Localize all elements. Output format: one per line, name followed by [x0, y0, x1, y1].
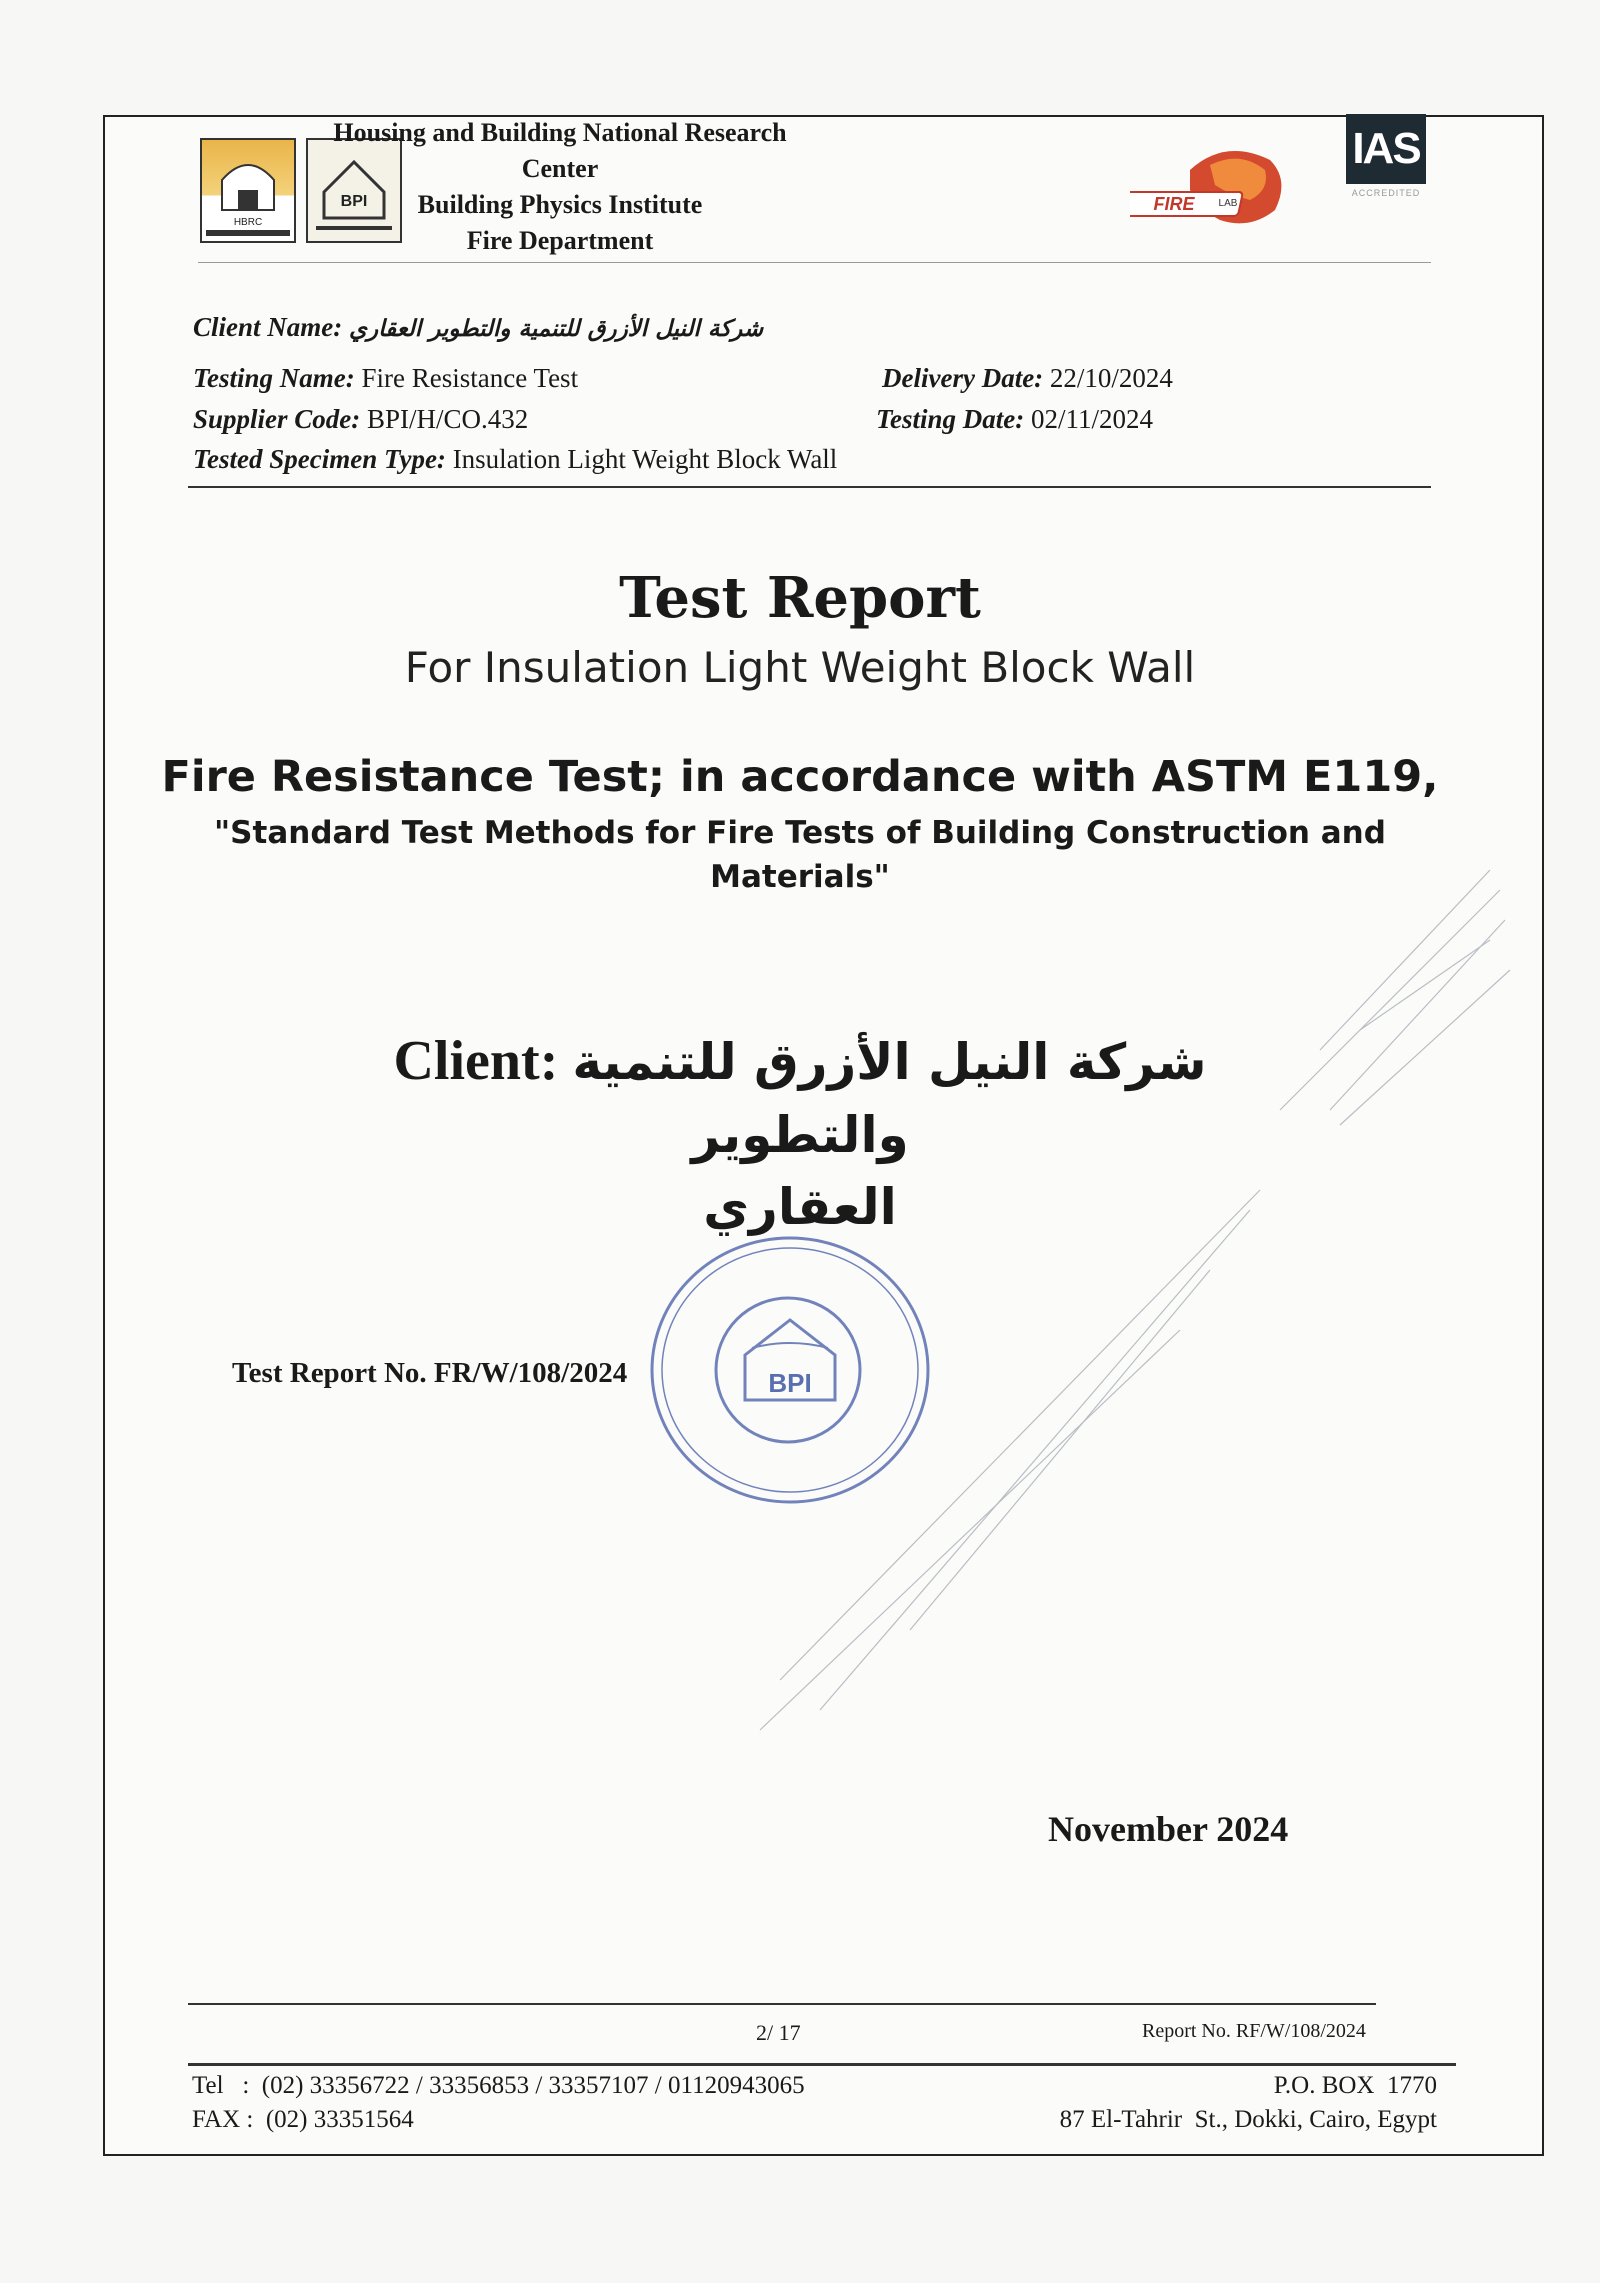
standard-description-line1: "Standard Test Methods for Fire Tests of Building Construction and: [214, 815, 1386, 851]
info-testing-name-row: [193, 358, 578, 398]
report-date: November 2024: [1048, 1809, 1289, 1849]
firelab-logo: [1130, 140, 1300, 230]
report-subtitle: For Insulation Light Weight Block Wall: [404, 643, 1196, 692]
delivery-date-value: 22/10/2024: [1049, 363, 1173, 393]
testing-name-label: Testing Name:: [193, 363, 355, 393]
info-divider: [188, 486, 1431, 488]
ias-accredited-label: ACCREDITED: [1351, 188, 1421, 198]
client-name-value: شركة النيل الأزرق للتنمية والتطوير العقاري: [349, 316, 764, 342]
footer-divider-top: [188, 2003, 1376, 2005]
client-block: [300, 1025, 1300, 1243]
header-divider: [198, 262, 1431, 263]
info-supplier-row: [193, 399, 528, 439]
hbrc-building-icon: [202, 140, 294, 241]
svg-text:LAB: LAB: [1218, 198, 1238, 209]
client-name-arabic-2: العقاري: [703, 1178, 897, 1236]
standard-description-line2: Materials": [710, 859, 890, 895]
testing-date-label: Testing Date:: [876, 404, 1025, 434]
supplier-code-label: Supplier Code:: [193, 404, 361, 434]
report-title: Test Report: [619, 565, 981, 631]
contact-tel: Tel : (02) 33356722 / 33356853 / 33357107 / 01120943065: [192, 2072, 805, 2099]
info-specimen-row: [193, 439, 837, 479]
testing-date-value: 02/11/2024: [1031, 404, 1154, 434]
contact-po-box: P.O. BOX 1770: [1273, 2072, 1437, 2099]
contact-right: [1060, 2069, 1437, 2137]
lion-icon: [1130, 140, 1300, 230]
contact-address: 87 El-Tahrir St., Dokki, Cairo, Egypt: [1059, 2106, 1437, 2133]
specimen-type-value: Insulation Light Weight Block Wall: [452, 444, 838, 474]
footer-report-number: Report No. RF/W/108/2024: [1142, 2020, 1366, 2042]
contact-fax: FAX : (02) 33351564: [192, 2106, 414, 2133]
specimen-type-label: Tested Specimen Type:: [193, 444, 446, 474]
contact-left: [192, 2069, 805, 2137]
svg-text:HBRC: HBRC: [233, 217, 263, 228]
page-number: 2/ 17: [756, 2020, 801, 2045]
ias-logo: IAS: [1346, 114, 1426, 184]
info-testing-date-row: [876, 399, 1153, 439]
info-client-row: [193, 307, 763, 349]
org-name: Housing and Building National Research Center: [333, 118, 787, 183]
hbrc-logo: [200, 138, 296, 243]
test-standard: Fire Resistance Test; in accordance with ASTM E119,: [161, 752, 1439, 802]
department-name: Fire Department: [466, 226, 654, 255]
client-line1: [300, 1025, 1300, 1171]
testing-name-value: Fire Resistance Test: [361, 363, 579, 393]
institute-name: Building Physics Institute: [417, 190, 703, 219]
svg-text:FIRE: FIRE: [1153, 194, 1195, 214]
info-delivery-row: [882, 358, 1173, 398]
client-name-arabic-1: شركة النيل الأزرق للتنمية والتطوير: [572, 1033, 1207, 1164]
footer-divider-bottom: [188, 2063, 1456, 2066]
delivery-date-label: Delivery Date:: [882, 363, 1044, 393]
client-name-label: Client Name:: [193, 312, 343, 342]
client-label: Client:: [393, 1030, 559, 1092]
test-report-number: Test Report No. FR/W/108/2024: [232, 1357, 628, 1389]
supplier-code-value: BPI/H/CO.432: [367, 404, 529, 434]
institute-stamp: [640, 1220, 940, 1520]
stamp-bpi-text: BPI: [768, 1368, 812, 1398]
svg-text:BPI: BPI: [340, 193, 368, 210]
header-org-block: [300, 115, 820, 259]
